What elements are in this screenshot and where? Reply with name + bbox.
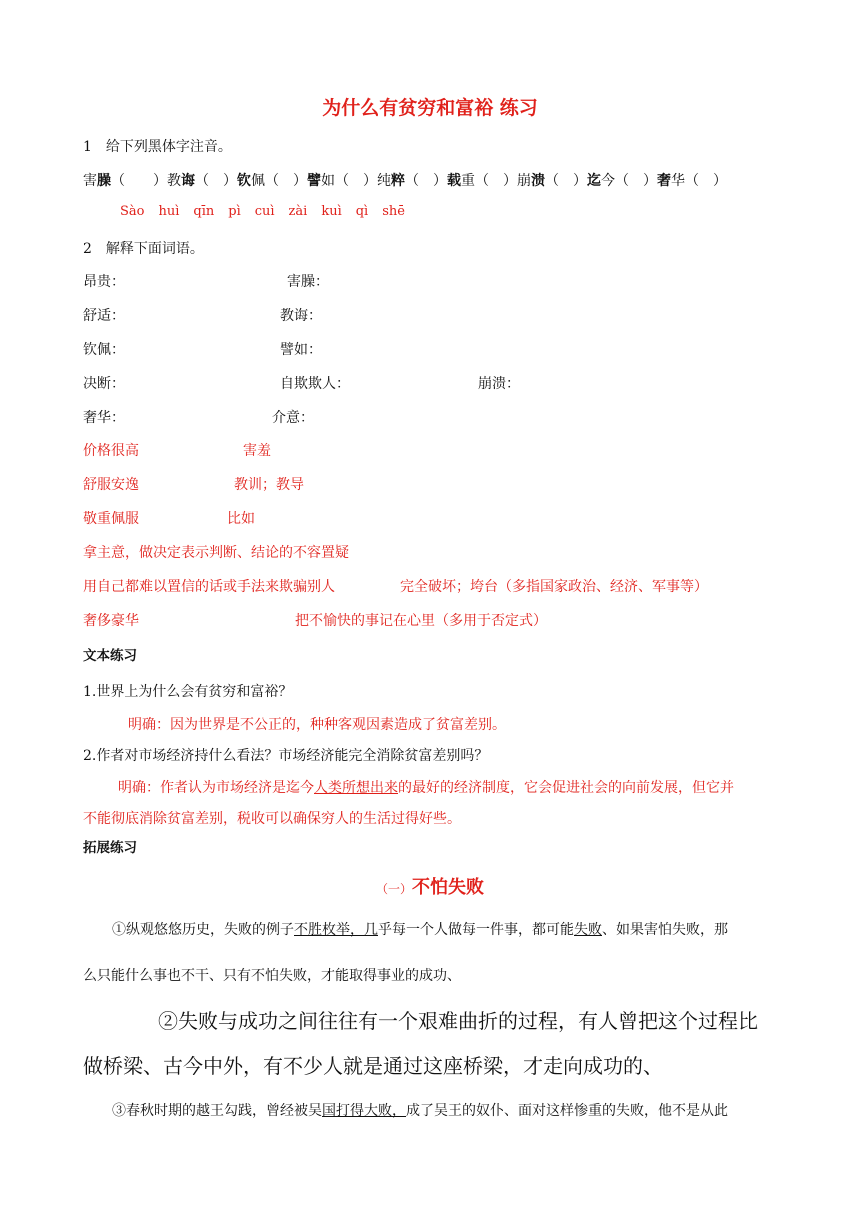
q1-item [237,170,307,190]
word-haisao: 害臊： [287,274,329,290]
text-practice-heading: 文本练习 [83,648,137,664]
p3-pre: ③春秋时期的越王勾践，曾经被吴 [112,1103,322,1119]
answer-jiaohui: 教训；教导 [234,477,304,493]
q1-item-bold-char: 载 [447,173,461,189]
answer-haisao: 害羞 [243,443,271,459]
text-a2-underlined: 人类所想出来 [314,780,398,796]
text-a2-line1 [118,777,734,797]
answer-shushi: 舒服安逸 [83,477,139,493]
q1-item-bold-char: 譬 [307,173,321,189]
word-bengkui: 崩溃： [478,376,520,392]
q1-item-bold-char: 钦 [237,173,251,189]
q1-item-post: 佩（ ） [251,173,307,189]
q1-item-bold-char: 诲 [181,173,195,189]
word-piru: 譬如： [280,342,322,358]
extension-heading: 拓展练习 [83,840,137,856]
text-a2-line2: 不能彻底消除贫富差别，税收可以确保穷人的生活过得好些。 [83,811,461,827]
q1-answer-pinyin: kuì [321,204,342,219]
p1-post: 、如果害怕失败，那 [602,922,728,938]
q1-item-post: 如（ ） [321,173,377,189]
paragraph-1-line1 [112,919,728,939]
text-a1: 明确：因为世界是不公正的，种种客观因素造成了贫富差别。 [128,717,506,733]
p1-underlined-2: 失败 [574,922,602,938]
q1-items [83,170,727,190]
q1-item-bold-char: 奢 [657,173,671,189]
answer-jieyi: 把不愉快的事记在心里（多用于否定式） [295,613,547,629]
q1-item-post: （ ） [405,173,447,189]
answer-anggui: 价格很高 [83,443,139,459]
page-title: 为什么有贫穷和富裕 练习 [322,97,538,119]
paragraph-3-line1 [112,1100,728,1120]
paragraph-2-line2: 做桥梁、古今中外，有不少人就是通过这座桥梁，才走向成功的、 [83,1054,663,1078]
extension-sub-prefix: （一） [375,882,412,896]
answer-qinpei: 敬重佩服 [83,511,139,527]
q1-answer-pinyin: qīn [193,204,215,219]
q1-item-post: 华（ ） [671,173,727,189]
answer-bengkui: 完全破坏；垮台（多指国家政治、经济、军事等） [400,579,708,595]
q1-item-bold-char: 臊 [97,173,111,189]
text-q2: 2.作者对市场经济持什么看法？市场经济能完全消除贫富差别吗？ [83,748,489,764]
p1-mid: 乎每一个人做每一件事，都可能 [378,922,574,938]
q1-item [587,170,657,190]
text-q1: 1.世界上为什么会有贫穷和富裕？ [83,684,293,700]
q1-item-pre: 教 [167,173,181,189]
q1-label: 1 给下列黑体字注音。 [83,139,232,155]
q1-answer-pinyin: shē [382,204,405,219]
q1-item-post: （ ） [195,173,237,189]
paragraph-1-line2: 么只能什么事也不干、只有不怕失败，才能取得事业的成功、 [83,968,461,984]
q1-item-pre: 纯 [377,173,391,189]
text-a2-pre: 明确：作者认为市场经济是迄今 [118,780,314,796]
word-ziqiqiren: 自欺欺人： [280,376,350,392]
answer-jueduan: 拿主意，做决定表示判断、结论的不容置疑 [83,545,349,561]
q1-item-pre: 害 [83,173,97,189]
word-jiaohui: 教诲： [280,308,322,324]
q1-answer-pinyin: cuì [254,204,275,219]
q1-item [657,170,727,190]
q1-item [377,170,447,190]
q1-item [517,170,587,190]
text-a2-post: 的最好的经济制度，它会促进社会的向前发展，但它并 [398,780,734,796]
q1-item-bold-char: 溃 [531,173,545,189]
q1-answer-pinyin: huì [158,204,180,219]
word-qinpei: 钦佩： [83,342,125,358]
answer-shehua: 奢侈豪华 [83,613,139,629]
extension-sub-title: 不怕失败 [412,877,484,898]
q1-item-post: 重（ ） [461,173,517,189]
answer-ziqiqiren: 用自己都难以置信的话或手法来欺骗别人 [83,579,335,595]
extension-subheading [0,873,860,899]
answer-piru: 比如 [227,511,255,527]
q1-answer-pinyin: qì [355,204,369,219]
word-jueduan: 决断： [83,376,125,392]
q1-answers [120,204,419,219]
word-anggui: 昂贵： [83,274,125,290]
p3-underlined: 国打得大败， [322,1103,406,1119]
paragraph-2-line1: ②失败与成功之间往往有一个艰难曲折的过程，有人曾把这个过程比 [158,1009,758,1033]
word-shushi: 舒适： [83,308,125,324]
p1-pre: ①纵观悠悠历史，失败的例子 [112,922,294,938]
q1-item [83,170,167,190]
q1-answer-pinyin: Sào [120,204,145,219]
p1-underlined-1: 不胜枚举，几 [294,922,378,938]
q1-item-bold-char: 迄 [587,173,601,189]
q1-item [447,170,517,190]
q1-item-post: （ ） [111,173,167,189]
word-jieyi: 介意： [272,410,314,426]
q1-item-post: （ ） [545,173,587,189]
q1-item [307,170,377,190]
q1-item-post: 今（ ） [601,173,657,189]
q1-item [167,170,237,190]
word-shehua: 奢华： [83,410,125,426]
q1-answer-pinyin: pì [228,204,241,219]
q1-answer-pinyin: zài [288,204,308,219]
p3-post: 成了吴王的奴仆、面对这样惨重的失败，他不是从此 [406,1103,728,1119]
q1-item-pre: 崩 [517,173,531,189]
q1-item-bold-char: 粹 [391,173,405,189]
q2-label: 2 解释下面词语。 [83,241,204,257]
